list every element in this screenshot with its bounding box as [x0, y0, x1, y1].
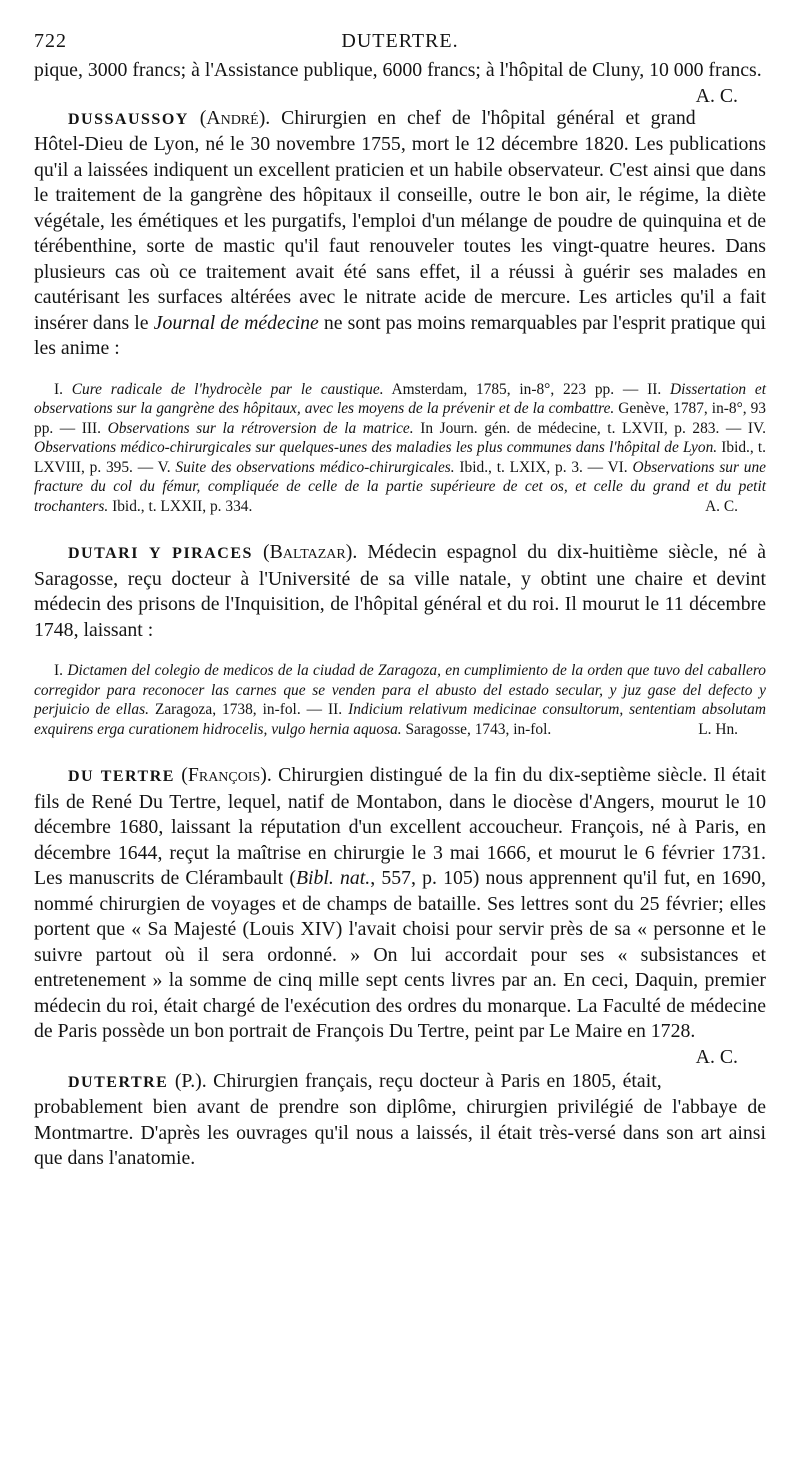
entry-given-name: (Baltazar). [263, 541, 358, 563]
bib-roman: IV. [747, 419, 766, 437]
entry-dutari-y-piraces [34, 540, 766, 643]
bib-title: Observations médico-chirurgicales sur quelques-unes des maladies les plus communes dans l'hôpital de Lyon. [34, 439, 718, 456]
bib-title: Observations sur une fracture du col du fémur, compliquée de celle de la partie supérieure de cet os, et celle du grand et du petit trochanters. [34, 458, 766, 515]
bib-pub: Ibid., t. LXXII, p. 334. [112, 497, 253, 515]
bib-title: Suite des observations médico-chirurgicales. [175, 458, 455, 476]
entry-body-italic: Bibl. nat. [295, 867, 371, 889]
bib-roman: I. [54, 662, 63, 679]
signature: A. C. [695, 1045, 738, 1068]
bib-pub: Ibid., t. LXIX, p. 3. — [459, 458, 604, 476]
signature: L. Hn. [698, 720, 738, 738]
entry-body: Chirurgien français, reçu docteur à Paris en 1805, était, probablement bien avant de prendre son diplôme, chirurgien privilégié de l'abbaye de Montmartre. D'après les ouvrages qu'il nous a laissés, il était très-versé dans son art ainsi que dans l'anatomie. [34, 1069, 766, 1169]
page-number: 722 [34, 30, 67, 52]
bib-pub: In Journ. gén. de médecine, t. LXVII, p. 283. — [420, 419, 742, 437]
signature: A. C. [705, 497, 738, 515]
bibliography-dutari [34, 661, 766, 739]
bib-pub: Amsterdam, 1785, in-8°, 223 pp. — [391, 380, 639, 398]
bib-title: Cure radicale de l'hydrocèle par le caustique. [71, 380, 384, 398]
entry-name: DUTERTRE [68, 1073, 169, 1091]
entry-dussaussoy [34, 106, 766, 362]
entry-body: Chirurgien distingué de la fin du dix-septième siècle. Il était fils de René Du Tertre, lequel, natif de Montabon, dans le diocèse d'Angers, mourut le 10 décembre 1680, laissant la réputation d'un excellent accoucheur. François, né à Paris, en décembre 1644, reçut la maîtrise en chirurgie le 3 mai 1666, et mourut le 6 février 1731. Les manuscrits de Clérambault ( [34, 764, 766, 889]
bib-roman: I. [54, 380, 63, 398]
entry-name: DU TERTRE [68, 768, 175, 785]
journal-title: Journal de médecine [153, 311, 319, 334]
bib-pub: Genève, 1787, in-8°, 93 pp. — [34, 400, 766, 437]
entry-body: Médecin espagnol du dix-huitième siècle, né à Saragosse, reçu docteur à l'Université de sa ville natale, y obtint une chaire et devint médecin des prisons de l'Inquisition, de l'hôpital général et du roi. Il mourut le 11 décembre 1748, laissant : [34, 541, 767, 641]
signature: A. C. [695, 84, 738, 107]
entry-body-end: ne sont pas moins remarquables par l'esprit pratique qui les anime : [34, 311, 766, 359]
bib-roman: V. [157, 458, 171, 476]
entry-dutertre [34, 1069, 766, 1172]
entry-given-name: (P.). [174, 1069, 207, 1092]
entry-body-end: , 557, p. 105) nous apprennent qu'il fut, en 1690, nommé chirurgien de voyages et de champs de bataille. Ses lettres sont du 25 février; elles portent que « Sa Majesté (Louis XIV) l'avait choisi pour servir près de sa « personne et le suivre partout où il sera ordonné. » On lui accordait pour ses « subsistances et entretenement » la somme de cinq mille sept cents livres par an. En ceci, Daquin, premier médecin du roi, était chargé de l'exécution des ordres du monarque. La Faculté de médecine de Paris possède un bon portrait de François Du Tertre, peint par Le Maire en 1728. [34, 867, 766, 1042]
document-page [34, 30, 766, 1172]
bib-title: Dissertation et observations sur la gangrène des hôpitaux, avec les moyens de la prévenir et de la combattre. [34, 380, 766, 417]
bib-pub: Ibid., t. LXVIII, p. 395. — [34, 439, 766, 476]
intro-text: pique, 3000 francs; à l'Assistance publique, 6000 francs; à l'hôpital de Cluny, 10 000 francs. [34, 59, 762, 81]
bibliography-dussaussoy [34, 380, 766, 517]
bib-roman: III. [81, 419, 102, 437]
entry-name: DUSSAUSSOY [68, 110, 189, 128]
bib-pub: Zaragoza, 1738, in-fol. — [154, 701, 323, 718]
intro-paragraph [34, 58, 766, 107]
bib-roman: II. [647, 380, 662, 398]
bib-title: Indicium relativum medicinae consultorum, sententiam absolutam exquirens erga curationem hidrocelis, vulgo hernia aquosa. [34, 701, 766, 738]
entry-given-name: (François). [181, 764, 272, 786]
bib-roman: II. [328, 701, 343, 718]
bib-pub: Saragosse, 1743, in-fol. [405, 720, 552, 738]
entry-given-name: (André). [199, 106, 271, 129]
bib-roman: VI. [607, 458, 628, 476]
entry-body: Chirurgien en chef de l'hôpital général et grand Hôtel-Dieu de Lyon, né le 30 novembre 1755, mort le 12 décembre 1820. Les publications qu'il a laissées indiquent un excellent praticien et un habile observateur. C'est ainsi que dans le traitement de la gangrène des hôpitaux il conseille, outre le bon air, le régime, la diète végétale, les émétiques et les purgatifs, l'emploi d'un mélange de poudre de quinquina et de térébenthine, sorte de mastic qu'il faut renouveler toutes les vingt-quatre heures. Dans plusieurs cas où ce traitement avait été sans effet, il a réussi à guérir ses malades en cautérisant les surfaces altérées avec le nitrate acide de mercure. Les articles qu'il a fait insérer dans le [34, 106, 766, 334]
running-head: DUTERTRE. [341, 30, 459, 52]
entry-name: DUTARI Y PIRACES [68, 545, 253, 562]
entry-du-tertre [34, 763, 766, 1068]
page-header [34, 30, 766, 58]
bib-title: Observations sur la rétroversion de la matrice. [107, 419, 414, 437]
bib-title: Dictamen del colegio de medicos de la ciudad de Zaragoza, en cumplimiento de la orden que tuvo del caballero corregidor para reconocer las carnes que se venden para el abusto del estado secular, y juz gase del defecto y perjuicio de ellas. [34, 662, 766, 718]
